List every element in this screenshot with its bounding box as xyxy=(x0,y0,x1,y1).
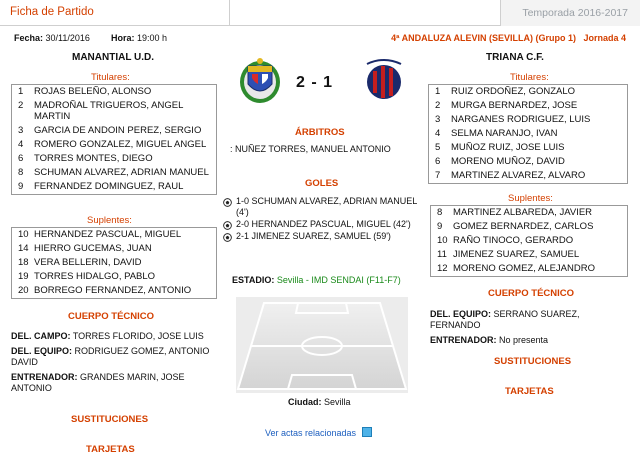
staff-role: DEL. CAMPO: xyxy=(11,331,71,341)
staff-name: No presenta xyxy=(499,335,549,345)
player-name: MORENO GOMEZ, ALEJANDRO xyxy=(453,263,595,274)
tab-season[interactable] xyxy=(500,0,640,26)
player-row xyxy=(431,248,627,262)
player-name: FERNANDEZ DOMINGUEZ, RAUL xyxy=(34,181,184,192)
competition-name: 4ª ANDALUZA ALEVIN (SEVILLA) (Grupo 1) xyxy=(391,33,576,43)
away-subs-title: Suplentes: xyxy=(508,193,553,204)
staff-role: DEL. EQUIPO: xyxy=(430,309,492,319)
referee-name: : NUÑEZ TORRES, MANUEL ANTONIO xyxy=(230,144,391,154)
tab-match-sheet[interactable] xyxy=(0,0,230,26)
date-label: Fecha: xyxy=(14,33,44,43)
staff-name: RODRIGUEZ GOMEZ, ANTONIO DAVID xyxy=(11,346,210,367)
header-bar xyxy=(0,0,640,26)
player-number: 18 xyxy=(18,257,29,268)
player-name: MADROÑAL TRIGUEROS, ANGEL MARTIN xyxy=(34,100,184,122)
player-row xyxy=(12,270,216,284)
player-row xyxy=(429,155,627,169)
staff-name: SERRANO SUAREZ, FERNANDO xyxy=(430,309,580,330)
home-crest-icon xyxy=(238,54,282,104)
stadium-label: ESTADIO: xyxy=(232,275,275,285)
player-number: 11 xyxy=(437,249,447,260)
player-row xyxy=(12,85,216,99)
date-info xyxy=(14,33,90,43)
soccer-ball-icon xyxy=(223,198,232,207)
player-number: 9 xyxy=(18,181,24,192)
season-label: Temporada 2016-2017 xyxy=(522,7,628,19)
tab-title: Ficha de Partido xyxy=(10,6,94,18)
home-staff-list xyxy=(11,331,221,398)
staff-role: ENTRENADOR: xyxy=(430,335,497,345)
player-row xyxy=(429,85,627,99)
player-name: MARTINEZ ALBAREDA, JAVIER xyxy=(453,207,593,218)
staff-name: GRANDES MARIN, JOSE ANTONIO xyxy=(11,372,185,393)
staff-entry xyxy=(11,372,221,394)
away-staff-list xyxy=(430,309,630,350)
home-substitutions-title: SUSTITUCIONES xyxy=(71,414,149,425)
player-name: HERNANDEZ PASCUAL, MIGUEL xyxy=(34,229,182,240)
player-row xyxy=(429,99,627,113)
player-number: 1 xyxy=(435,86,441,97)
player-row xyxy=(12,242,216,256)
round-label: Jornada 4 xyxy=(583,33,626,43)
away-crest-icon xyxy=(364,54,404,102)
city-value: Sevilla xyxy=(324,397,351,407)
player-number: 20 xyxy=(18,285,29,296)
player-number: 3 xyxy=(18,125,24,136)
away-staff-title: CUERPO TÉCNICO xyxy=(488,288,575,299)
city-info xyxy=(288,397,351,407)
player-row xyxy=(12,256,216,270)
home-staff-title: CUERPO TÉCNICO xyxy=(68,311,155,322)
staff-entry xyxy=(11,331,221,342)
player-name: ROJAS BELEÑO, ALONSO xyxy=(34,86,152,97)
competition-info xyxy=(391,33,626,43)
goal-entry xyxy=(222,231,430,242)
stadium-value: Sevilla - IMD SENDAI (F11-F7) xyxy=(276,275,401,285)
player-row xyxy=(12,180,216,194)
player-name: JIMENEZ SUAREZ, SAMUEL xyxy=(453,249,580,260)
player-name: NARGANES RODRIGUEZ, LUIS xyxy=(451,114,591,125)
away-starters-title: Titulares: xyxy=(510,72,549,83)
date-value: 30/11/2016 xyxy=(45,33,90,43)
time-label: Hora: xyxy=(111,33,135,43)
goal-text: 1-0 SCHUMAN ALVAREZ, ADRIAN MANUEL (4') xyxy=(236,196,417,217)
staff-entry xyxy=(430,309,630,331)
player-row xyxy=(12,166,216,180)
player-number: 19 xyxy=(18,271,29,282)
related-acts-label: Ver actas relacionadas xyxy=(265,428,357,438)
away-starters-list xyxy=(428,84,628,184)
stadium-info xyxy=(232,275,401,285)
soccer-ball-icon xyxy=(223,221,232,230)
goal-text: 2-0 HERNANDEZ PASCUAL, MIGUEL (42') xyxy=(236,219,411,229)
time-value: 19:00 h xyxy=(137,33,168,43)
player-number: 7 xyxy=(435,170,441,181)
referees-title: ÁRBITROS xyxy=(295,127,345,138)
player-number: 2 xyxy=(18,100,24,111)
player-row xyxy=(431,262,627,276)
document-icon xyxy=(362,427,372,437)
related-acts-link[interactable] xyxy=(265,427,372,438)
player-name: GOMEZ BERNARDEZ, CARLOS xyxy=(453,221,594,232)
player-row xyxy=(12,124,216,138)
player-name: ROMERO GONZALEZ, MIGUEL ANGEL xyxy=(34,139,207,150)
city-label: Ciudad: xyxy=(288,397,322,407)
player-row xyxy=(431,234,627,248)
player-number: 6 xyxy=(18,153,24,164)
player-name: VERA BELLERIN, DAVID xyxy=(34,257,142,268)
player-name: SCHUMAN ALVAREZ, ADRIAN MANUEL xyxy=(34,167,209,178)
player-name: HIERRO GUCEMAS, JUAN xyxy=(34,243,152,254)
player-number: 4 xyxy=(435,128,441,139)
staff-entry xyxy=(430,335,630,346)
player-name: RUIZ ORDOÑEZ, GONZALO xyxy=(451,86,576,97)
goal-text: 2-1 JIMENEZ SUAREZ, SAMUEL (59') xyxy=(236,231,391,241)
player-name: TORRES HIDALGO, PABLO xyxy=(34,271,156,282)
home-cards-title: TARJETAS xyxy=(86,444,135,455)
player-number: 10 xyxy=(18,229,29,240)
player-name: SELMA NARANJO, IVAN xyxy=(451,128,558,139)
player-row xyxy=(12,138,216,152)
player-row xyxy=(12,228,216,242)
goals-list xyxy=(222,196,430,243)
staff-role: ENTRENADOR: xyxy=(11,372,78,382)
player-name: MORENO MUÑOZ, DAVID xyxy=(451,156,565,167)
pitch-image xyxy=(236,297,408,393)
player-number: 8 xyxy=(437,207,443,218)
home-subs-list xyxy=(11,227,217,299)
staff-entry xyxy=(11,346,221,368)
player-number: 5 xyxy=(435,142,441,153)
player-name: GARCIA DE ANDOIN PEREZ, SERGIO xyxy=(34,125,202,136)
player-number: 1 xyxy=(18,86,24,97)
player-number: 8 xyxy=(18,167,24,178)
player-row xyxy=(429,127,627,141)
player-number: 12 xyxy=(437,263,448,274)
player-name: TORRES MONTES, DIEGO xyxy=(34,153,153,164)
player-row xyxy=(429,113,627,127)
player-name: BORREGO FERNANDEZ, ANTONIO xyxy=(34,285,192,296)
away-subs-list xyxy=(430,205,628,277)
scoreboard xyxy=(236,56,406,112)
player-row xyxy=(431,206,627,220)
home-starters-title: Titulares: xyxy=(91,72,130,83)
player-number: 3 xyxy=(435,114,441,125)
player-number: 14 xyxy=(18,243,29,254)
staff-role: DEL. EQUIPO: xyxy=(11,346,73,356)
player-name: RAÑO TINOCO, GERARDO xyxy=(453,235,574,246)
soccer-ball-icon xyxy=(223,233,232,242)
player-row xyxy=(429,141,627,155)
away-cards-title: TARJETAS xyxy=(505,386,554,397)
home-starters-list xyxy=(11,84,217,195)
player-name: MARTINEZ ALVAREZ, ALVARO xyxy=(451,170,586,181)
player-row xyxy=(431,220,627,234)
goals-title: GOLES xyxy=(305,178,339,189)
player-row xyxy=(12,152,216,166)
time-info xyxy=(111,33,167,43)
player-number: 2 xyxy=(435,100,441,111)
away-substitutions-title: SUSTITUCIONES xyxy=(494,356,572,367)
player-number: 10 xyxy=(437,235,448,246)
goal-entry xyxy=(222,219,430,230)
match-score: 2 - 1 xyxy=(296,74,334,91)
player-row xyxy=(12,99,216,124)
goal-entry xyxy=(222,196,430,218)
player-row xyxy=(12,284,216,298)
player-number: 4 xyxy=(18,139,24,150)
away-team-name: TRIANA C.F. xyxy=(486,52,544,63)
player-number: 6 xyxy=(435,156,441,167)
home-team-name: MANANTIAL U.D. xyxy=(72,52,155,63)
player-name: MUÑOZ RUIZ, JOSE LUIS xyxy=(451,142,565,153)
staff-name: TORRES FLORIDO, JOSE LUIS xyxy=(72,331,204,341)
player-name: MURGA BERNARDEZ, JOSE xyxy=(451,100,578,111)
home-subs-title: Suplentes: xyxy=(87,215,132,226)
player-row xyxy=(429,169,627,183)
player-number: 9 xyxy=(437,221,443,232)
